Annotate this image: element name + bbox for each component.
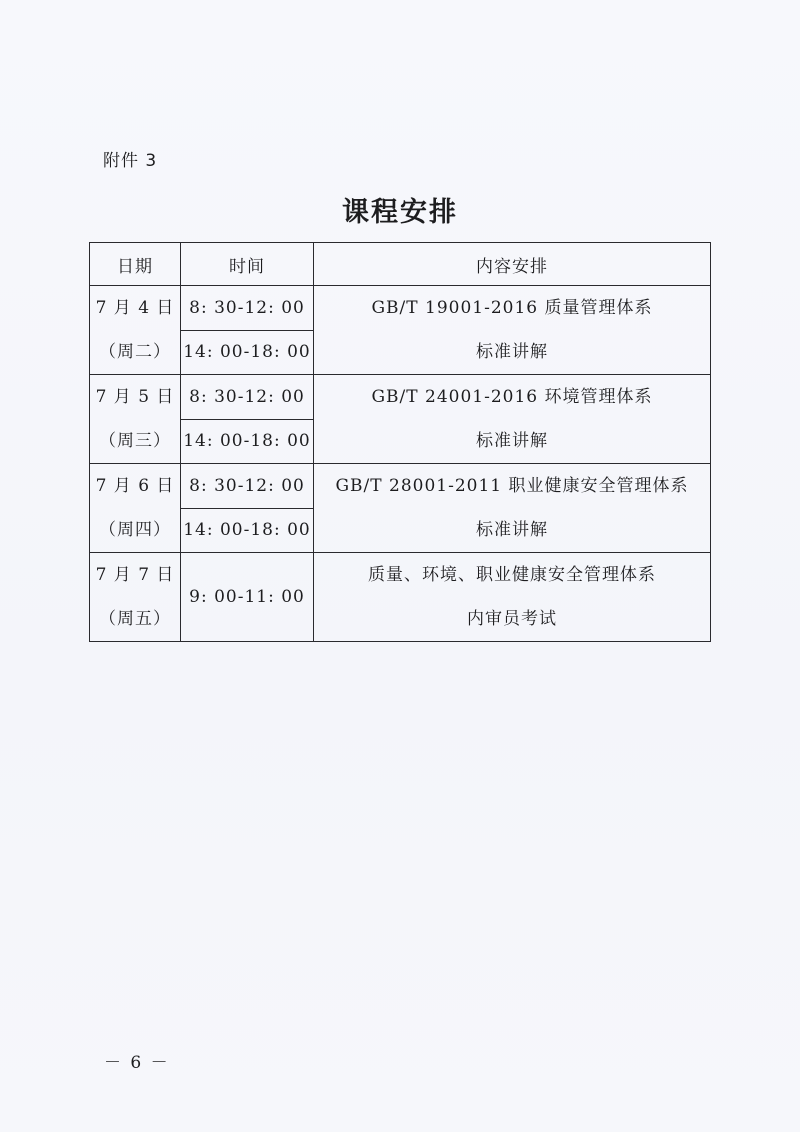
page-number: － 6 －: [104, 1053, 170, 1073]
time-cell: 8: 30-12: 00: [181, 286, 314, 331]
time-cell: 14: 00-18: 00: [181, 419, 314, 464]
content-cell: [314, 553, 711, 642]
content-title: GB/T 28001-2011 职业健康安全管理体系: [335, 476, 689, 496]
course-schedule-table: [89, 242, 711, 642]
date-cell: [90, 375, 181, 464]
content-cell: [314, 375, 711, 464]
weekday-text: （周二）: [99, 342, 171, 362]
content-title: GB/T 24001-2016 环境管理体系: [371, 387, 653, 407]
content-title: 质量、环境、职业健康安全管理体系: [368, 565, 656, 585]
header-time: 时间: [181, 243, 314, 286]
content-subtitle: 标准讲解: [476, 431, 548, 451]
content-cell: [314, 464, 711, 553]
table-row: [90, 286, 711, 331]
header-date: 日期: [90, 243, 181, 286]
time-cell: 9: 00-11: 00: [181, 553, 314, 642]
time-cell: 8: 30-12: 00: [181, 375, 314, 420]
document-title: 课程安排: [342, 197, 458, 228]
table-header-row: [90, 243, 711, 286]
date-cell: [90, 553, 181, 642]
weekday-text: （周五）: [99, 609, 171, 629]
table-row: [90, 553, 711, 642]
table-row: [90, 375, 711, 420]
weekday-text: （周四）: [99, 520, 171, 540]
date-cell: [90, 464, 181, 553]
time-cell: 14: 00-18: 00: [181, 508, 314, 553]
weekday-text: （周三）: [99, 431, 171, 451]
attachment-label: 附件 3: [103, 151, 158, 171]
content-cell: [314, 286, 711, 375]
content-subtitle: 标准讲解: [476, 520, 548, 540]
time-cell: 14: 00-18: 00: [181, 330, 314, 375]
table-row: [90, 464, 711, 509]
date-text: 7 月 4 日: [95, 298, 175, 318]
date-text: 7 月 7 日: [95, 565, 175, 585]
content-subtitle: 内审员考试: [467, 609, 557, 629]
date-cell: [90, 286, 181, 375]
header-content: 内容安排: [314, 243, 711, 286]
time-cell: 8: 30-12: 00: [181, 464, 314, 509]
date-text: 7 月 6 日: [95, 476, 175, 496]
content-title: GB/T 19001-2016 质量管理体系: [371, 298, 653, 318]
content-subtitle: 标准讲解: [476, 342, 548, 362]
date-text: 7 月 5 日: [95, 387, 175, 407]
